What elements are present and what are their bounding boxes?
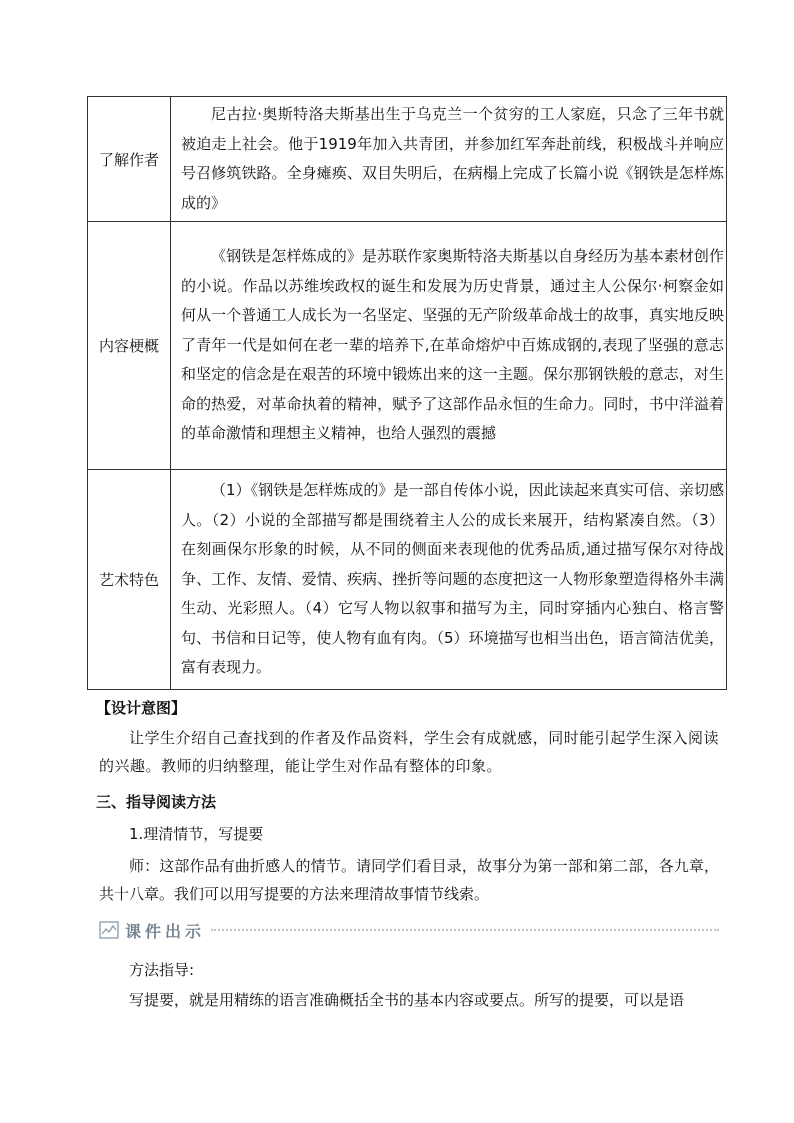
row-label-art: 艺术特色 <box>88 470 171 690</box>
row-label-summary: 内容梗概 <box>88 222 171 470</box>
section-3-heading: 三、指导阅读方法 <box>96 793 217 811</box>
book-info-table <box>87 96 727 690</box>
row-content-art <box>171 470 727 690</box>
method-text: 写提要，就是用精练的语言准确概括全书的基本内容或要点。所写的提要，可以是语 <box>129 991 685 1009</box>
method-label: 方法指导: <box>129 961 195 979</box>
courseware-title: 课件出示 <box>125 921 206 941</box>
row-content-author <box>171 97 727 222</box>
section-3-subheading: 1.理清情节，写提要 <box>129 825 264 843</box>
design-intent-heading: 【设计意图】 <box>96 699 187 717</box>
summary-text: 《钢铁是怎样炼成的》是苏联作家奥斯特洛夫斯基以自身经历为基本素材创作的小说。作品以苏维埃政权的诞生和发展为历史背景，通过主人公保尔·柯察金如何从一个普通工人成长为一名坚定、坚强的无产阶级革命战士的故事，真实地反映了青年一代是如何在老一辈的培养下,在革命熔炉中百炼成钢的,表现了坚强的意志和坚定的信念是在艰苦的环境中锻炼出来的这一主题。保尔那钢铁般的意志，对生命的热爱，对革命执着的精神，赋予了这部作品永恒的生命力。同时，书中洋溢着的革命激情和理想主义精神，也给人强烈的震撼 <box>181 247 724 443</box>
teacher-text: 师：这部作品有曲折感人的情节。请同学们看目录，故事分为第一部和第二部，各九章，共十八章。我们可以用写提要的方法来理清故事情节线索。 <box>99 857 719 903</box>
table-row <box>88 470 727 690</box>
art-text: （1）《钢铁是怎样炼成的》是一部自传体小说，因此读起来真实可信、亲切感人。（2）小说的全部描写都是围绕着主人公的成长来展开，结构紧凑自然。（3）在刻画保尔形象的时候，从不同的侧面来表现他的优秀品质,通过描写保尔对待战争、工作、友情、爱情、疾病、挫折等问题的态度把这一人物形象塑造得格外丰满生动、光彩照人。（4）它写人物以叙事和描写为主，同时穿插内心独白、格言警句、书信和日记等，使人物有血有肉。（5）环境描写也相当出色，语言简洁优美，富有表现力。 <box>181 481 724 677</box>
courseware-banner <box>99 918 719 942</box>
table-row <box>88 222 727 470</box>
author-text: 尼古拉·奥斯特洛夫斯基出生于乌克兰一个贫穷的工人家庭，只念了三年书就被迫走上社会。他于1919年加入共青团，并参加红军奔赴前线，积极战斗并响应号召修筑铁路。全身瘫痪、双目失明后，在病榻上完成了长篇小说《钢铁是怎样炼成的》 <box>181 105 724 212</box>
chart-icon <box>99 921 119 939</box>
design-intent-text: 让学生介绍自己查找到的作者及作品资料，学生会有成就感，同时能引起学生深入阅读的兴趣。教师的归纳整理，能让学生对作品有整体的印象。 <box>99 729 719 775</box>
dotted-divider <box>211 929 719 931</box>
table-row <box>88 97 727 222</box>
row-content-summary <box>171 222 727 470</box>
row-label-author: 了解作者 <box>88 97 171 222</box>
